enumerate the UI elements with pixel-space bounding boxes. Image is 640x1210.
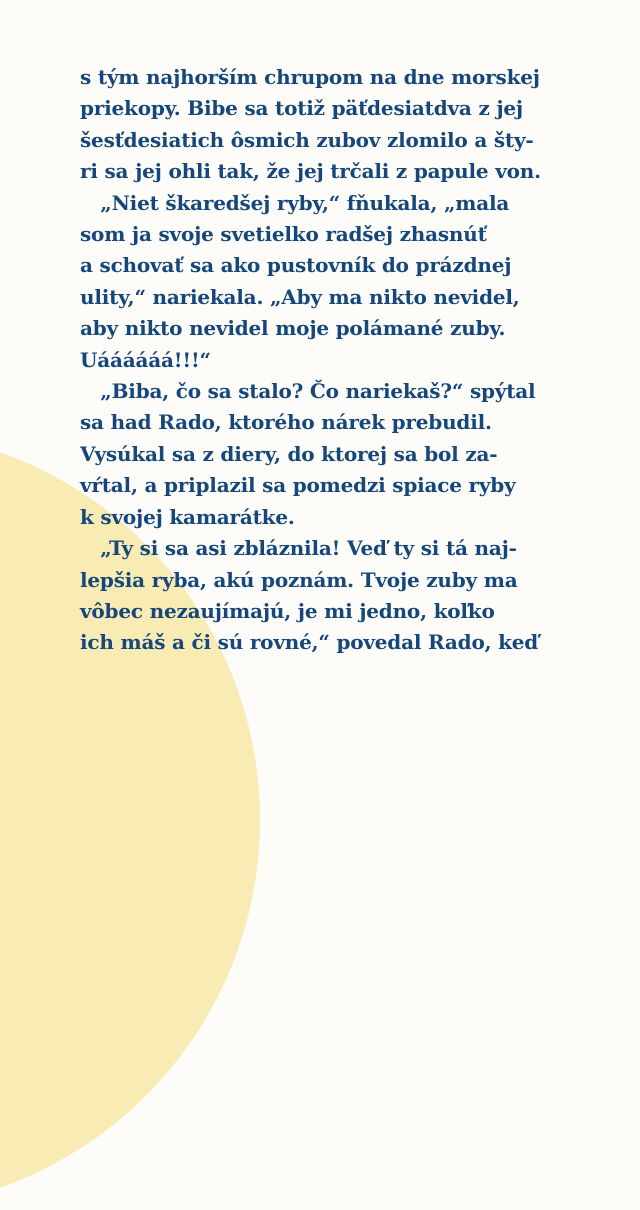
text-line: priekopy. Bibe sa totiž päťdesiatdva z jej	[80, 96, 523, 121]
text-line: som ja svoje svetielko radšej zhasnúť	[80, 222, 487, 247]
story-text	[80, 62, 580, 659]
text-line: ich máš a či sú rovné,“ povedal Rado, keď	[80, 630, 539, 655]
text-line: a schovať sa ako pustovník do prázdnej	[80, 253, 512, 278]
text-line: „Niet škaredšej ryby,“ fňukala, „mala	[80, 190, 510, 215]
text-line: „Ty si sa asi zbláznila! Veď ty si tá naj-	[80, 536, 517, 561]
text-line: Vysúkal sa z diery, do ktorej sa bol za-	[80, 441, 498, 466]
text-line: aby nikto nevidel moje polámané zuby.	[80, 316, 506, 341]
text-line: lepšia ryba, akú poznám. Tvoje zuby ma	[80, 567, 518, 592]
text-line: „Biba, čo sa stalo? Čo nariekaš?“ spýtal	[80, 379, 536, 404]
text-line: vôbec nezaujímajú, je mi jedno, koľko	[80, 598, 495, 623]
text-line: s tým najhorším chrupom na dne morskej	[80, 65, 540, 89]
text-line: šesťdesiatich ôsmich zubov zlomilo a šty-	[80, 127, 534, 152]
text-line: vŕtal, a priplazil sa pomedzi spiace ryby	[80, 473, 516, 498]
text-line: sa had Rado, ktorého nárek prebudil.	[80, 410, 492, 435]
text-line: ulity,“ nariekala. „Aby ma nikto nevidel,	[80, 284, 520, 309]
text-line: ri sa jej ohli tak, že jej trčali z papule von.	[80, 159, 541, 184]
text-line: Uáááááá!!!“	[80, 347, 211, 372]
text-line: k svojej kamarátke.	[80, 504, 295, 529]
